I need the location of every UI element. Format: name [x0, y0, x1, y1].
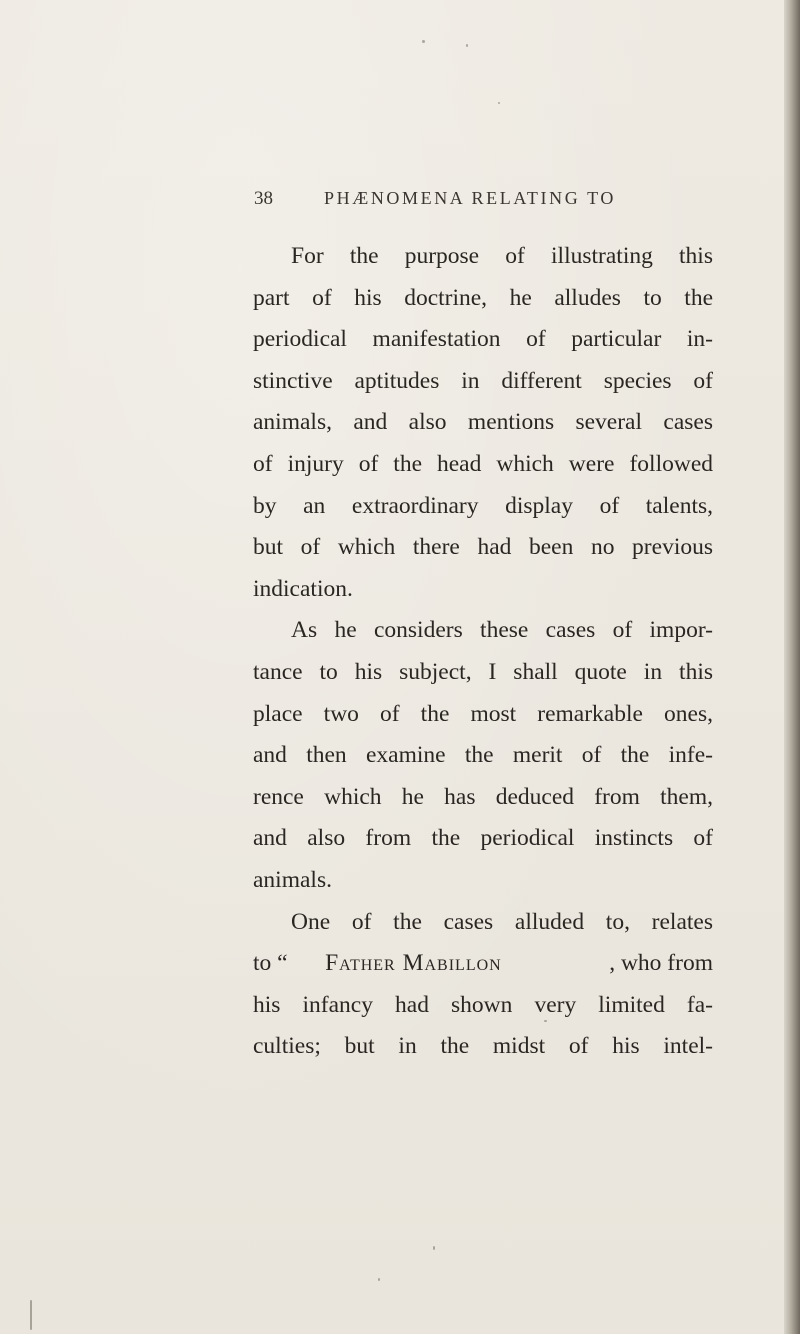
text-fragment: to “ [253, 950, 288, 977]
proper-name: Father Mabillon [325, 950, 502, 977]
text-line: and then examine the merit of the infe- [253, 742, 713, 769]
running-title: PHÆNOMENA RELATING TO [324, 188, 616, 208]
paper-speck [422, 40, 425, 43]
text-line: tance to his subject, I shall quote in this [253, 658, 713, 685]
text-line: of injury of the head which were followed [253, 450, 713, 477]
paper-speck [498, 102, 500, 104]
text-line-with-name [253, 943, 713, 985]
text-line: culties; but in the midst of his intel- [253, 1033, 713, 1060]
text-line: As he considers these cases of impor- [291, 617, 713, 644]
text-line: For the purpose of illustrating this [291, 243, 713, 269]
text-line: place two of the most remarkable ones, [253, 700, 713, 727]
text-line: and also from the periodical instincts of [253, 825, 713, 852]
text-line: but of which there had been no previous [253, 534, 713, 561]
text-line: One of the cases alluded to, relates [291, 908, 713, 935]
text-line: his infancy had shown very limited fa- [253, 991, 713, 1018]
paper-speck [433, 1246, 435, 1250]
paper-speck [466, 44, 468, 47]
body-text [253, 236, 713, 1068]
paper-speck [30, 1300, 32, 1330]
paper-speck [378, 1278, 380, 1281]
page-edge-shadow [784, 0, 800, 1334]
text-line: stinctive aptitudes in different species of [253, 367, 713, 394]
text-line: indication. [253, 575, 353, 602]
text-line: periodical manifestation of particular in- [253, 326, 713, 353]
page-number: 38 [254, 188, 273, 209]
text-line: part of his doctrine, he alludes to the [253, 284, 713, 311]
text-line: animals, and also mentions several cases [253, 409, 713, 436]
text-line: by an extraordinary display of talents, [253, 492, 713, 519]
text-line: rence which he has deduced from them, [253, 783, 713, 810]
text-line: animals. [253, 866, 332, 893]
text-fragment: , who from [609, 950, 713, 977]
